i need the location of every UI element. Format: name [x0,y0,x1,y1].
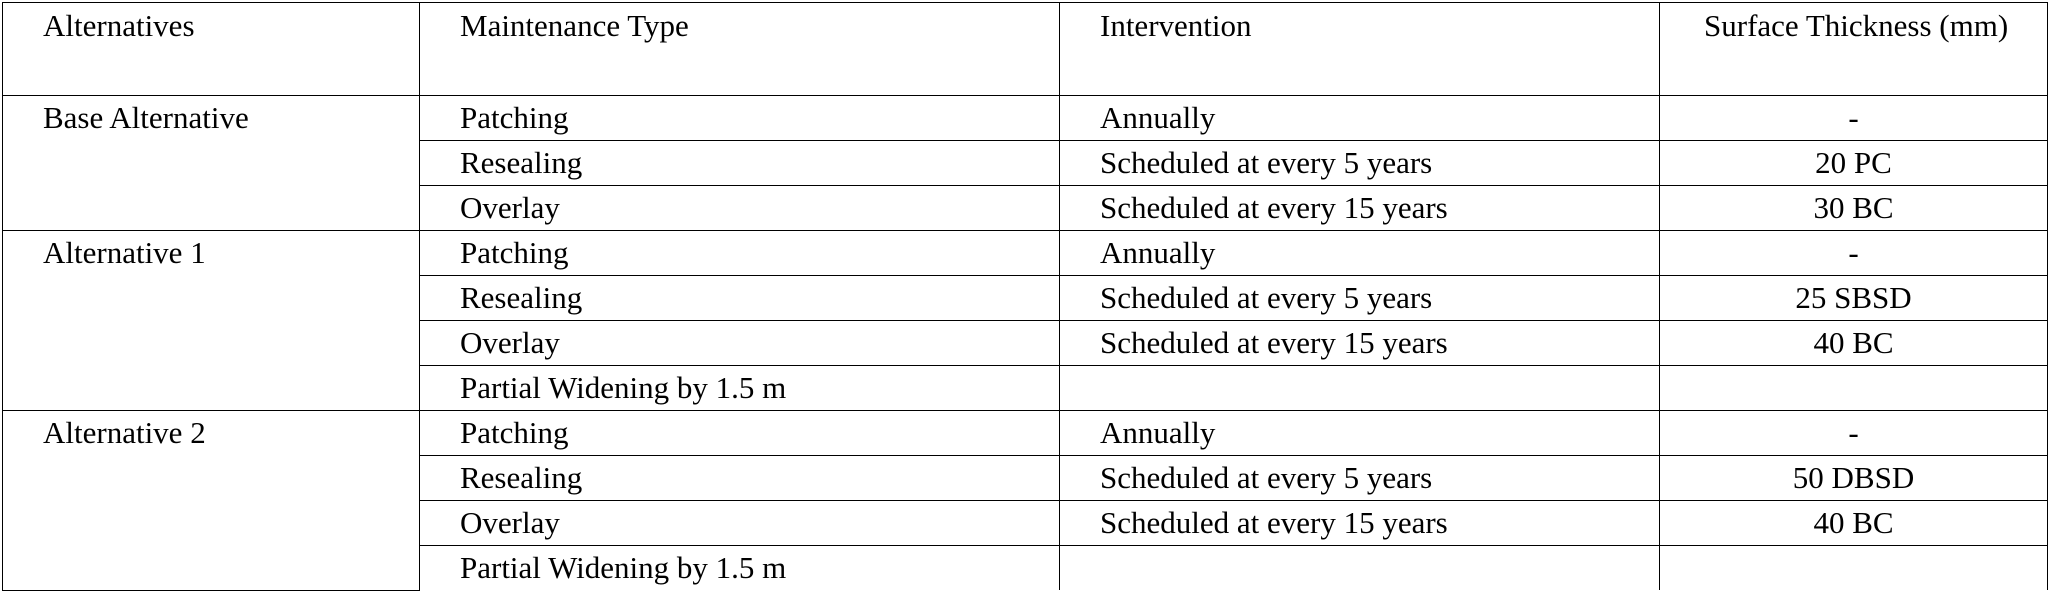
intervention-cell: Scheduled at every 15 years [1060,501,1660,546]
maintenance-type-cell: Overlay [420,501,1060,546]
intervention-cell: Scheduled at every 5 years [1060,276,1660,321]
intervention-cell: Scheduled at every 5 years [1060,456,1660,501]
maintenance-alternatives-table [2,2,2048,591]
maintenance-type-cell: Patching [420,411,1060,456]
surface-thickness-cell: - [1660,411,2048,456]
intervention-cell: Scheduled at every 5 years [1060,141,1660,186]
surface-thickness-cell: - [1660,231,2048,276]
header-surface-thickness: Surface Thickness (mm) [1660,3,2048,96]
maintenance-type-cell: Patching [420,96,1060,141]
maintenance-type-cell: Overlay [420,321,1060,366]
surface-thickness-cell [1660,546,2048,591]
surface-thickness-cell: 50 DBSD [1660,456,2048,501]
alternative-name: Alternative 1 [3,231,420,411]
maintenance-type-cell: Partial Widening by 1.5 m [420,546,1060,591]
header-maintenance-type: Maintenance Type [420,3,1060,96]
intervention-cell: Annually [1060,411,1660,456]
maintenance-type-cell: Overlay [420,186,1060,231]
table-header [3,3,2048,96]
surface-thickness-cell [1660,366,2048,411]
table-row [3,96,2048,141]
table-body [3,96,2048,591]
maintenance-type-cell: Resealing [420,456,1060,501]
header-intervention: Intervention [1060,3,1660,96]
intervention-cell: Annually [1060,231,1660,276]
surface-thickness-cell: 25 SBSD [1660,276,2048,321]
header-alternatives: Alternatives [3,3,420,96]
intervention-cell [1060,366,1660,411]
intervention-cell: Scheduled at every 15 years [1060,186,1660,231]
table-row [3,231,2048,276]
maintenance-type-cell: Patching [420,231,1060,276]
intervention-cell [1060,546,1660,591]
table-row [3,411,2048,456]
header-row [3,3,2048,96]
surface-thickness-cell: 40 BC [1660,501,2048,546]
surface-thickness-cell: - [1660,96,2048,141]
maintenance-type-cell: Resealing [420,276,1060,321]
maintenance-type-cell: Resealing [420,141,1060,186]
surface-thickness-cell: 20 PC [1660,141,2048,186]
alternative-name: Alternative 2 [3,411,420,591]
maintenance-type-cell: Partial Widening by 1.5 m [420,366,1060,411]
intervention-cell: Scheduled at every 15 years [1060,321,1660,366]
intervention-cell: Annually [1060,96,1660,141]
surface-thickness-cell: 30 BC [1660,186,2048,231]
alternative-name: Base Alternative [3,96,420,231]
surface-thickness-cell: 40 BC [1660,321,2048,366]
